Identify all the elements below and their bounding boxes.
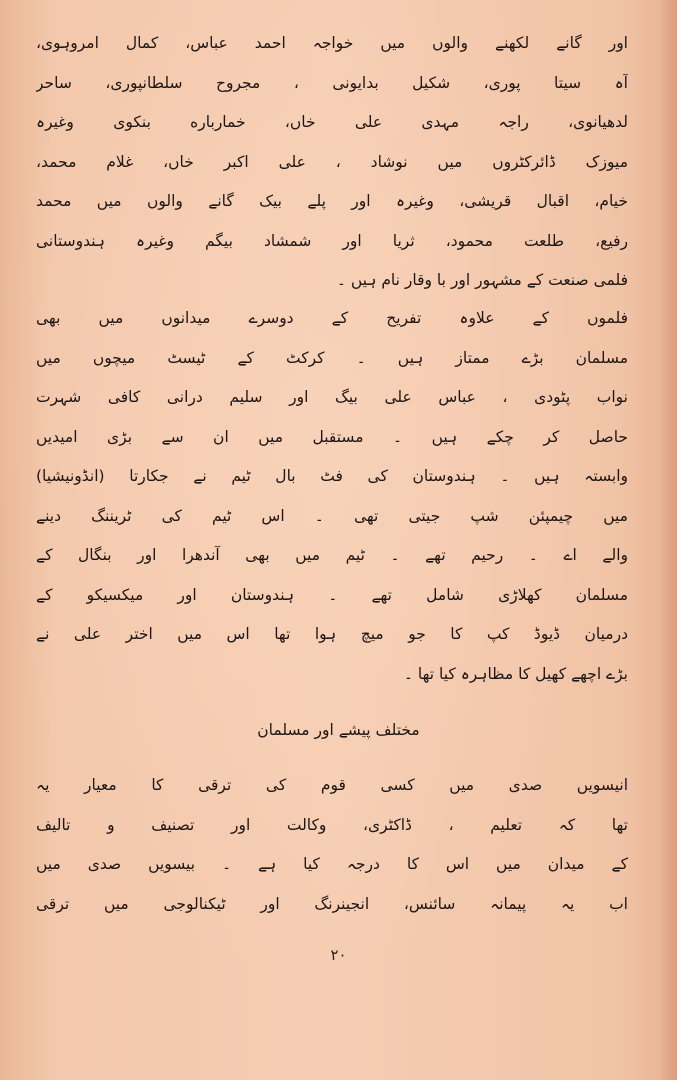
- text-line: میں چیمپئن شپ جیتی تھی ۔ اس ٹیم کی ٹریننگ دینے: [36, 506, 628, 525]
- text-line: انیسویں صدی میں کسی قوم کی ترقی کا معیار یہ: [36, 776, 628, 794]
- text-line: والے اے ۔ رحیم تھے ۔ ٹیم میں بھی آندھرا اور بنگال کے: [36, 546, 628, 564]
- text-line: تھا کہ تعلیم ، ڈاکٹری، وکالت اور تصنیف و تالیف: [36, 815, 628, 834]
- paragraph-professions: [36, 766, 628, 924]
- text-line: نواب پٹودی ، عباس علی بیگ اور سلیم درانی کافی شہرت: [36, 388, 628, 406]
- paragraph-sports: [36, 299, 628, 694]
- text-line: کے میدان میں اس کا درجہ کیا ہے ۔ بیسویں صدی میں: [36, 855, 628, 873]
- text-line: فلمی صنعت کے مشہور اور با وقار نام ہیں ۔: [336, 271, 628, 289]
- section-heading: مختلف پیشے اور مسلمان: [257, 721, 420, 739]
- text-line: آہ سیتا پوری، شکیل بدایونی ، مجروح سلطانپوری، ساحر: [36, 73, 628, 92]
- text-line: اب یہ پیمانہ سائنس، انجینرنگ اور ٹیکنالوجی میں ترقی: [36, 894, 628, 913]
- text-line: میوزک ڈائرکٹروں میں نوشاد ، علی اکبر خاں، غلام محمد،: [36, 152, 628, 171]
- text-line: اور گانے لکھنے والوں میں خواجہ احمد عباس، کمال امروہوی،: [36, 34, 628, 52]
- text-line: خیام، اقبال قریشی، وغیرہ اور پلے بیک گانے والوں میں محمد: [36, 192, 628, 210]
- text-line: فلموں کے علاوہ تفریح کے دوسرے میدانوں میں بھی: [36, 309, 628, 327]
- text-line: وابستہ ہیں ۔ ہندوستان کی فٹ بال ٹیم نے جکارتا (انڈونیشیا): [36, 467, 628, 485]
- paragraph-film-names: [36, 24, 628, 301]
- text-line: رفیع، طلعت محمود، ثریا اور شمشاد بیگم وغیرہ ہندوستانی: [36, 231, 628, 250]
- text-line: لدھیانوی، راجہ مہدی علی خاں، خمارباره بنکوی وغیرہ: [36, 113, 628, 131]
- text-line: درمیان ڈیوڈ کپ کا جو میچ ہوا تھا اس میں اختر علی نے: [36, 625, 628, 643]
- text-line: بڑے اچھے کھیل کا مظاہرہ کیا تھا ۔: [403, 664, 628, 683]
- text-line: مسلمان کھلاڑی شامل تھے ۔ ہندوستان اور میکسیکو کے: [36, 585, 628, 604]
- text-line: مسلمان بڑے ممتاز ہیں ۔ کرکٹ کے ٹیسٹ میچوں میں: [36, 348, 628, 367]
- page-number: ۲۰: [330, 946, 347, 964]
- text-line: حاصل کر چکے ہیں ۔ مستقبل میں ان سے بڑی امیدیں: [36, 427, 628, 446]
